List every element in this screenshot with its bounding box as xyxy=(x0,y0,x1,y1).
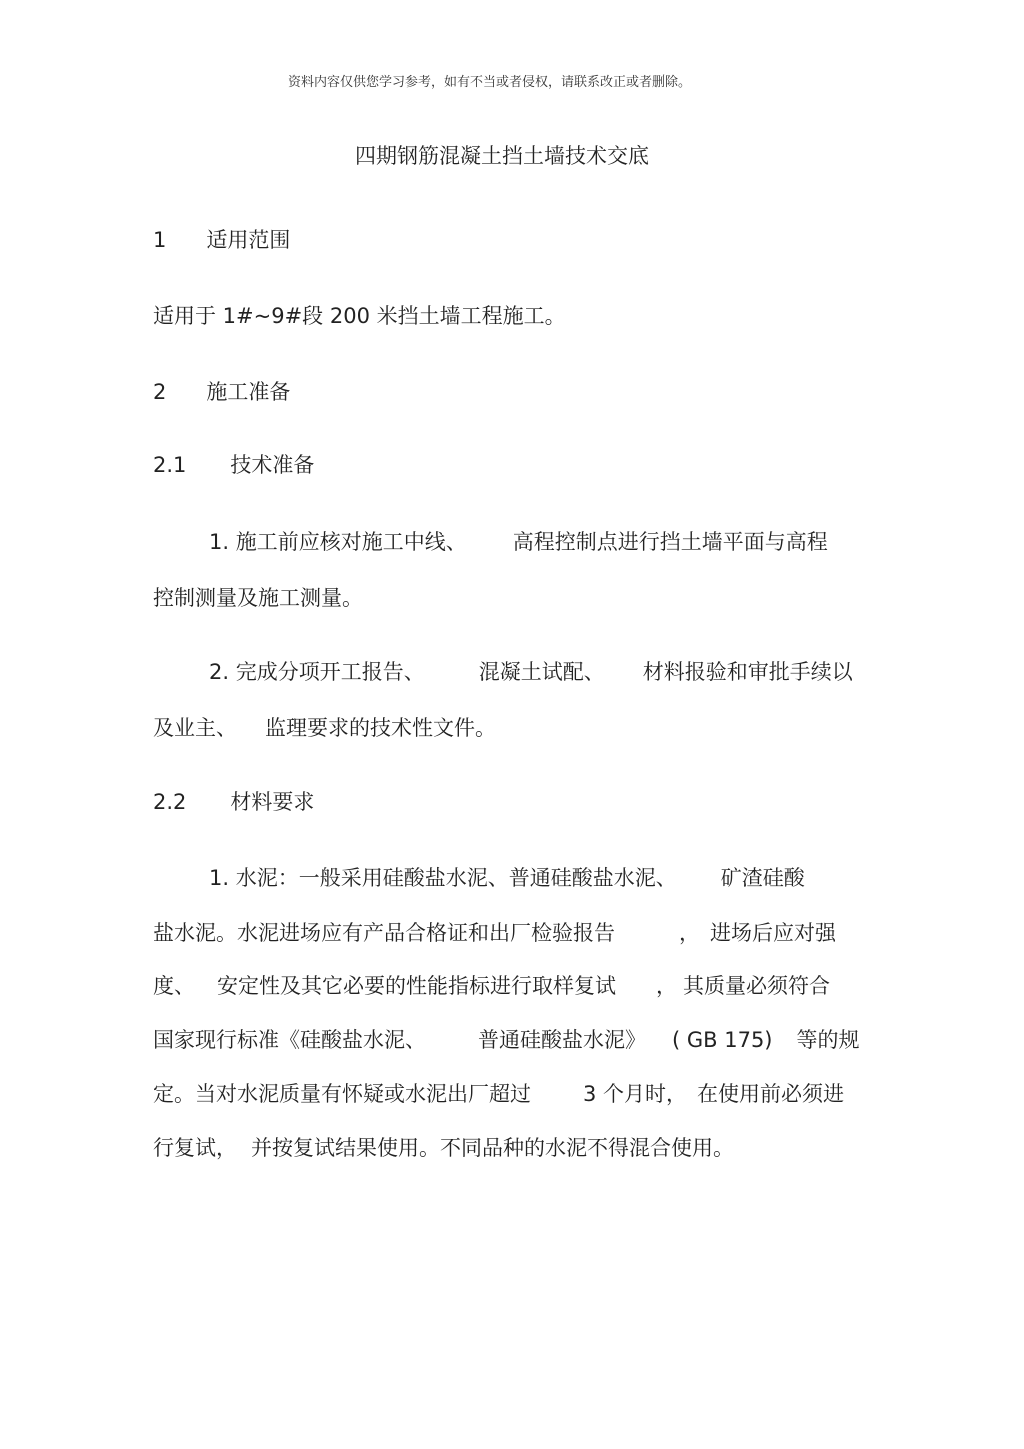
scope-text: 适用于 1#~9#段 200 米挡土墙工程施工。 xyxy=(153,304,566,328)
text-segment: 在使用前必须进 xyxy=(697,1082,845,1106)
materials-item-1-line-6 xyxy=(153,1134,734,1162)
copyright-notice: 资料内容仅供您学习参考，如有不当或者侵权，请联系改正或者删除。 xyxy=(288,75,692,90)
text-segment: 行复试， xyxy=(153,1136,237,1160)
text-segment: 高程控制点进行挡土墙平面与高程 xyxy=(512,530,828,554)
section-2-1-heading xyxy=(153,451,314,479)
text-segment: 其质量必须符合 xyxy=(683,974,830,998)
materials-item-1-line-3 xyxy=(153,972,830,1000)
materials-item-1-line-2 xyxy=(153,919,836,947)
tech-prep-item-1-line-2: 控制测量及施工测量。 xyxy=(153,586,363,610)
text-segment: 材料报验和审批手续以 xyxy=(642,660,853,684)
text-segment: ， xyxy=(656,974,677,998)
section-title: 施工准备 xyxy=(206,380,291,404)
text-segment: 3 个月时， xyxy=(583,1082,688,1106)
materials-item-1-line-1 xyxy=(209,864,805,892)
text-segment: 普通硅酸盐水泥》 xyxy=(478,1028,646,1052)
text-segment: 进场后应对强 xyxy=(710,921,836,945)
section-2-2-heading xyxy=(153,788,314,816)
tech-prep-item-2-line-1 xyxy=(209,658,853,686)
text-segment: 监理要求的技术性文件。 xyxy=(265,716,496,740)
section-title: 适用范围 xyxy=(206,228,291,252)
text-segment: 混凝土试配、 xyxy=(478,660,605,684)
text-segment: 1. 水泥：一般采用硅酸盐水泥、普通硅酸盐水泥、 xyxy=(209,866,677,890)
text-segment: 矿渣硅酸 xyxy=(720,866,805,890)
text-segment: 1. 施工前应核对施工中线、 xyxy=(209,530,467,554)
text-segment: 定。当对水泥质量有怀疑或水泥出厂超过 xyxy=(153,1082,531,1106)
text-segment: 安定性及其它必要的性能指标进行取样复试 xyxy=(217,974,616,998)
section-2-heading xyxy=(153,378,290,406)
tech-prep-item-1-line-1 xyxy=(209,528,828,556)
materials-item-1-line-5 xyxy=(153,1080,844,1108)
section-number: 2.2 xyxy=(153,790,187,814)
section-number: 2.1 xyxy=(153,453,187,477)
text-segment: ， xyxy=(679,921,700,945)
text-segment: 并按复试结果使用。不同品种的水泥不得混合使用。 xyxy=(251,1136,734,1160)
text-segment: 等的规 xyxy=(796,1028,860,1052)
section-number: 2 xyxy=(153,380,167,404)
section-title: 材料要求 xyxy=(230,790,315,814)
text-segment: 度、 xyxy=(153,974,195,998)
materials-item-1-line-4 xyxy=(153,1026,860,1054)
section-title: 技术准备 xyxy=(230,453,315,477)
text-segment: 国家现行标准《硅酸盐水泥、 xyxy=(153,1028,426,1052)
section-1-heading xyxy=(153,226,290,254)
text-segment: 2. 完成分项开工报告、 xyxy=(209,660,425,684)
text-segment: 及业主、 xyxy=(153,716,237,740)
section-number: 1 xyxy=(153,228,167,252)
document-title: 四期钢筋混凝土挡土墙技术交底 xyxy=(355,144,649,168)
text-segment: ( GB 175) xyxy=(672,1028,773,1052)
text-segment: 盐水泥。水泥进场应有产品合格证和出厂检验报告 xyxy=(153,921,615,945)
tech-prep-item-2-line-2 xyxy=(153,714,496,742)
